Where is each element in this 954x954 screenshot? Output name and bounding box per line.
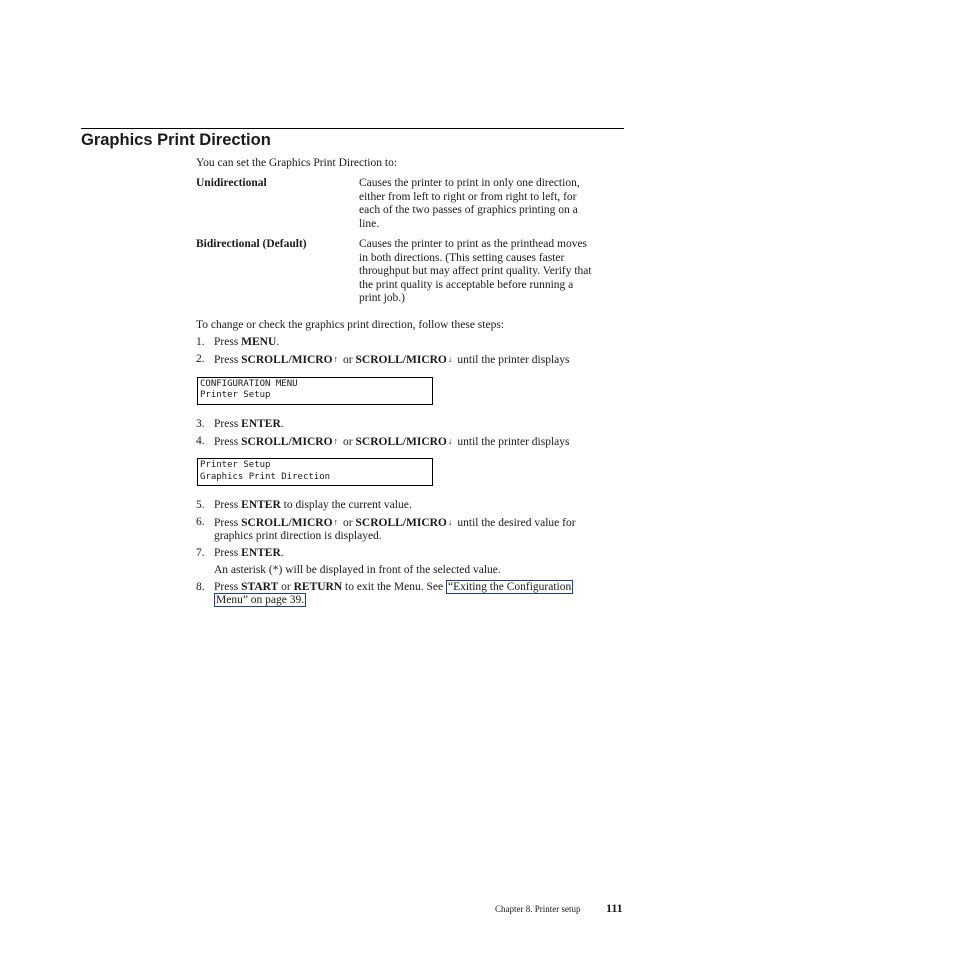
option-desc-line: the print quality is acceptable before running a <box>359 279 574 291</box>
option-term-unidirectional: Unidirectional <box>196 177 267 189</box>
step-3: Press ENTER. <box>214 418 284 430</box>
arrow-up-icon: ↑ <box>333 354 339 364</box>
section-title: Graphics Print Direction <box>81 131 271 149</box>
key-scroll-micro-down: SCROLL/MICRO <box>355 436 447 448</box>
arrow-down-icon: ↓ <box>447 354 453 364</box>
option-desc-line: Causes the printer to print in only one direction, <box>359 177 580 189</box>
option-desc-line: either from left to right or from right to left, for <box>359 191 577 203</box>
display-line-1: Printer Setup <box>200 460 271 470</box>
step-6: Press SCROLL/MICRO↑ or SCROLL/MICRO↓ until the desired value for <box>214 517 576 529</box>
arrow-up-icon: ↑ <box>333 517 339 527</box>
key-enter: ENTER <box>241 499 281 511</box>
option-desc-line: in both directions. (This setting causes faster <box>359 252 565 264</box>
key-enter: ENTER <box>241 418 281 430</box>
printer-display <box>197 377 433 405</box>
step-number: 7. <box>196 547 205 559</box>
step-number: 6. <box>196 516 205 528</box>
key-enter: ENTER <box>241 547 281 559</box>
option-desc-line: Causes the printer to print as the printhead moves <box>359 238 588 250</box>
step-number: 2. <box>196 353 205 365</box>
step-number: 8. <box>196 581 205 593</box>
option-desc-line: throughput but may affect print quality. Verify that <box>359 265 592 277</box>
arrow-down-icon: ↓ <box>447 436 453 446</box>
section-rule <box>81 128 624 129</box>
step-1: Press MENU. <box>214 336 280 348</box>
key-scroll-micro-down: SCROLL/MICRO <box>355 354 447 366</box>
step-7: Press ENTER. <box>214 547 284 559</box>
step-2: Press SCROLL/MICRO↑ or SCROLL/MICRO↓ until the printer displays <box>214 354 570 366</box>
step-number: 3. <box>196 418 205 430</box>
key-scroll-micro-up: SCROLL/MICRO <box>241 517 333 529</box>
step-5: Press ENTER to display the current value. <box>214 499 412 511</box>
key-scroll-micro-up: SCROLL/MICRO <box>241 354 333 366</box>
arrow-down-icon: ↓ <box>447 517 453 527</box>
step-number: 4. <box>196 435 205 447</box>
key-start: START <box>241 581 279 593</box>
option-desc-line: print job.) <box>359 292 405 304</box>
steps-intro: To change or check the graphics print direction, follow these steps: <box>196 319 505 331</box>
arrow-up-icon: ↑ <box>333 436 339 446</box>
exiting-configuration-link[interactable]: “Exiting the Configuration <box>447 581 572 593</box>
footer-page-number: 111 <box>606 901 623 915</box>
printer-display <box>197 458 433 486</box>
display-line-2: Printer Setup <box>200 390 271 400</box>
key-return: RETURN <box>293 581 343 593</box>
step-number: 5. <box>196 499 205 511</box>
step-8-continued <box>214 594 306 608</box>
option-term-bidirectional: Bidirectional (Default) <box>196 238 307 250</box>
step-number: 1. <box>196 336 205 348</box>
intro-text: You can set the Graphics Print Direction to: <box>196 157 398 169</box>
option-desc-line: each of the two passes of graphics printing on a <box>359 204 578 216</box>
key-scroll-micro-up: SCROLL/MICRO <box>241 436 333 448</box>
exiting-configuration-link-continued[interactable]: Menu” on page 39. <box>216 594 305 606</box>
step-6-continued: graphics print direction is displayed. <box>214 530 382 542</box>
key-menu: MENU <box>241 336 277 348</box>
step-8: Press START or RETURN to exit the Menu. See “Exiting the Configuration <box>214 581 572 593</box>
step-4: Press SCROLL/MICRO↑ or SCROLL/MICRO↓ until the printer displays <box>214 436 570 448</box>
step-7-note: An asterisk (*) will be displayed in front of the selected value. <box>214 564 501 576</box>
display-line-1: CONFIGURATION MENU <box>200 379 298 389</box>
key-scroll-micro-down: SCROLL/MICRO <box>355 517 447 529</box>
display-line-2: Graphics Print Direction <box>200 472 331 482</box>
option-desc-line: line. <box>359 218 380 230</box>
footer-chapter: Chapter 8. Printer setup <box>495 904 581 914</box>
